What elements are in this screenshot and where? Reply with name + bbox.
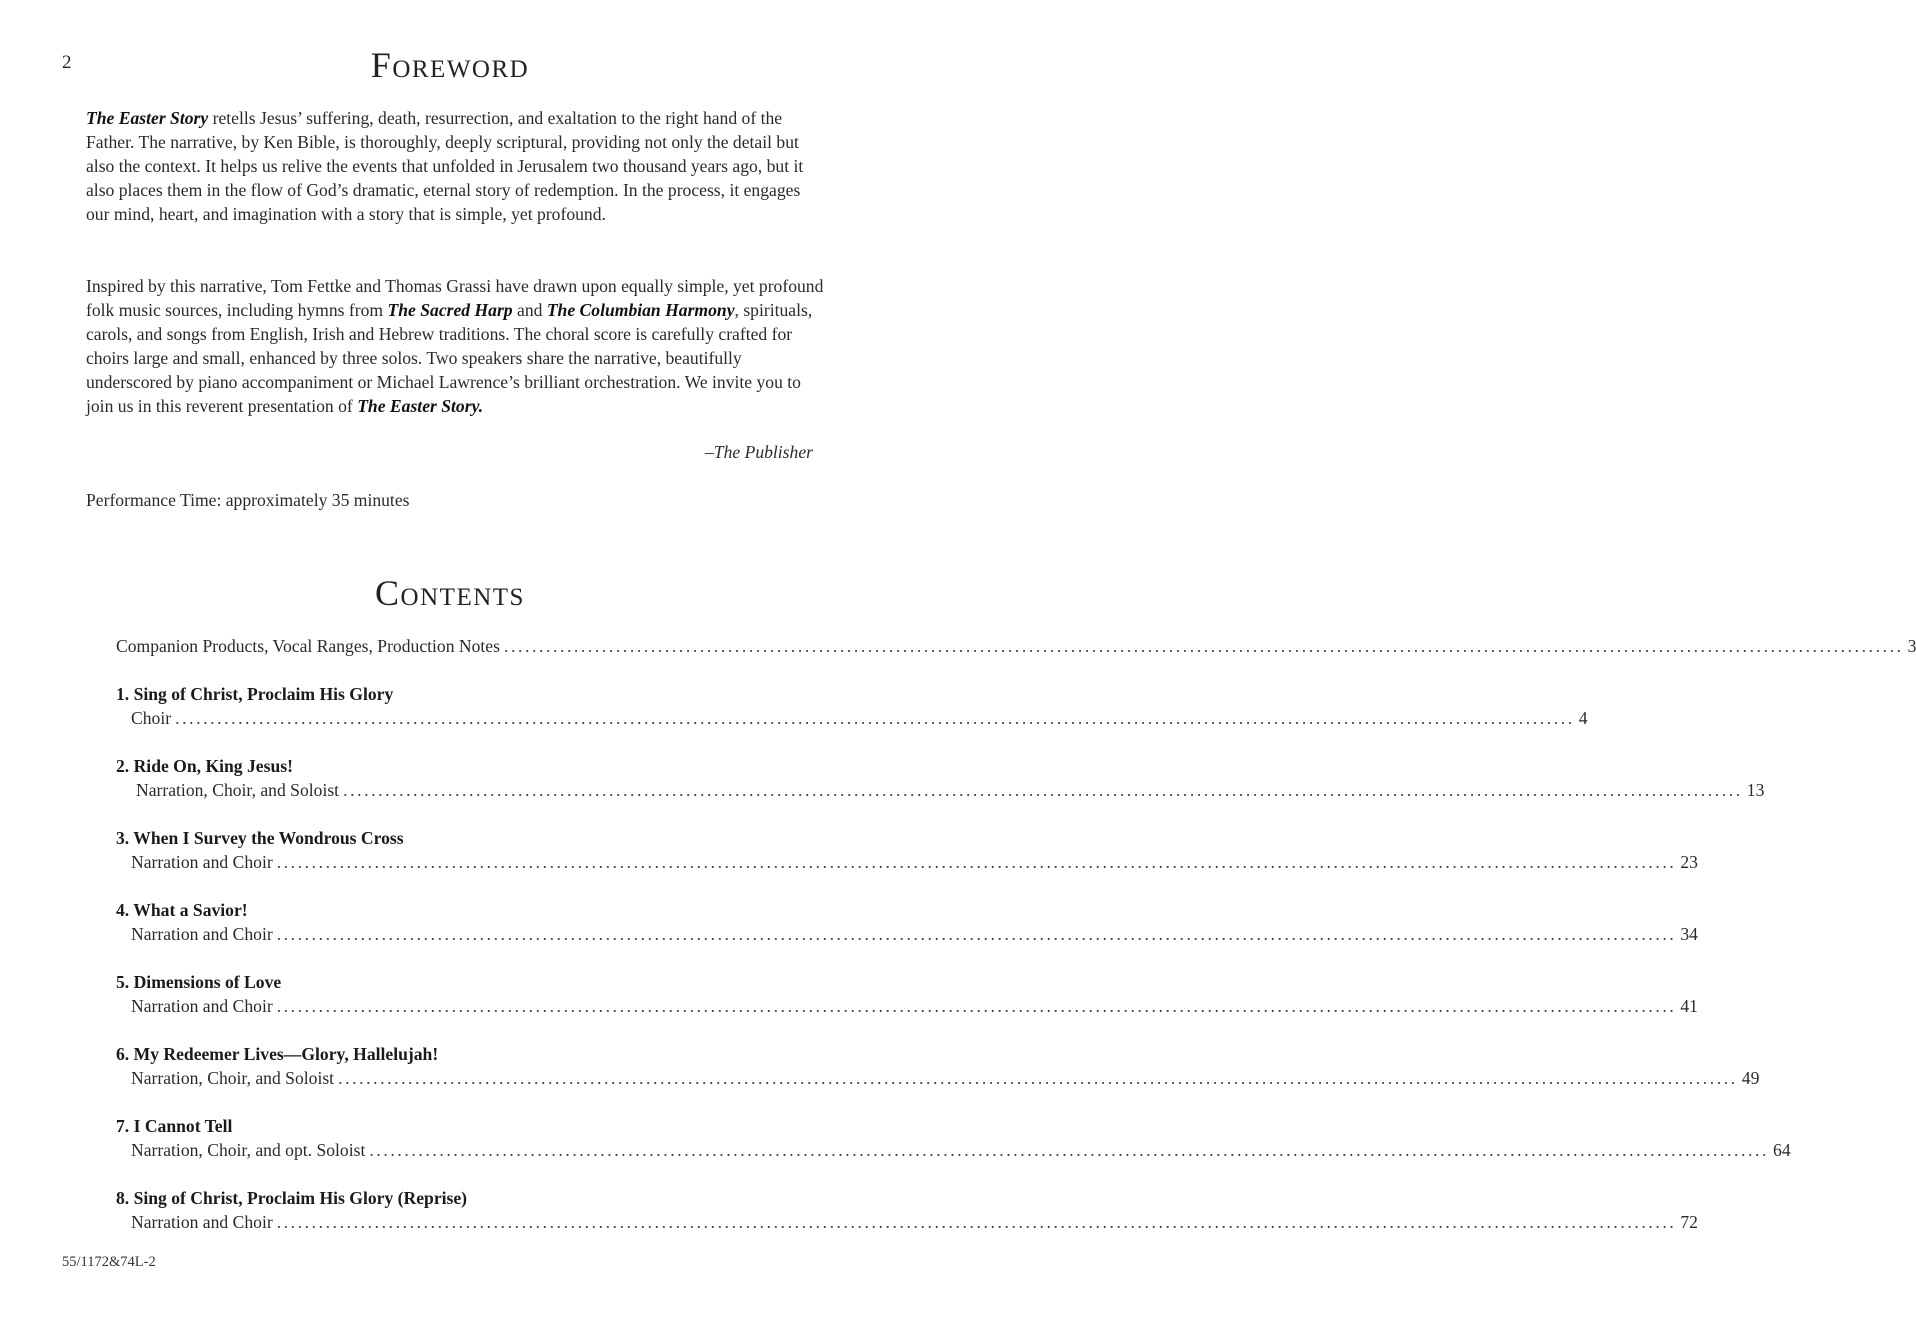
toc-page: 72 — [1680, 1212, 1698, 1232]
toc-leader-dots: ........................................................................................................................................................................................................ — [276, 1212, 1677, 1232]
toc-item-title[interactable]: 5. Dimensions of Love — [116, 972, 282, 992]
publisher-attribution: –The Publisher — [704, 442, 813, 462]
toc-entry-intro[interactable] — [116, 634, 1916, 658]
toc-page: 3 — [1907, 636, 1916, 656]
toc-item-title[interactable]: 4. What a Savior! — [116, 900, 248, 920]
toc-leader-dots: ........................................................................................................................................................................................................ — [175, 708, 1575, 728]
toc-item-detail-line[interactable] — [131, 922, 1698, 946]
paragraph-text: and — [512, 300, 547, 320]
toc-item-detail: Narration, Choir, and Soloist — [131, 1068, 335, 1088]
foreword-heading: Foreword — [370, 45, 530, 85]
contents-heading: Contents — [375, 573, 525, 613]
toc-leader-dots: ........................................................................................................................................................................................................ — [276, 996, 1677, 1016]
toc-item-detail: Narration and Choir — [131, 924, 273, 944]
toc-item-detail: Narration and Choir — [131, 996, 273, 1016]
toc-label: Companion Products, Vocal Ranges, Production Notes — [116, 636, 500, 656]
toc-item-detail-line[interactable] — [131, 994, 1698, 1018]
paragraph-text: retells Jesus’ suffering, death, resurrection, and exaltation to the right hand of the Father. The narrative, by Ken Bible, is thoroughly, deeply scriptural, providing not only the detail but also the context. It helps us relive the events that unfolded in Jerusalem two thousand years ago, but it also places them in the flow of God’s dramatic, eternal story of redemption. In the process, it engages our mind, heart, and imagination with a story that is simple, yet profound. — [86, 108, 804, 224]
toc-leader-dots: ........................................................................................................................................................................................................ — [503, 636, 1904, 656]
toc-leader-dots: ........................................................................................................................................................................................................ — [369, 1140, 1770, 1160]
toc-item-detail-line[interactable] — [131, 850, 1698, 874]
toc-item-detail: Narration, Choir, and Soloist — [136, 780, 340, 800]
toc-item-detail: Narration, Choir, and opt. Soloist — [131, 1140, 366, 1160]
toc-leader-dots: ........................................................................................................................................................................................................ — [338, 1068, 1738, 1088]
work-title: The Easter Story — [86, 108, 209, 128]
toc-item-detail-line[interactable] — [131, 1066, 1760, 1090]
performance-time: Performance Time: approximately 35 minutes — [86, 490, 410, 510]
toc-page: 13 — [1746, 780, 1765, 800]
toc-item-detail-line[interactable] — [131, 1138, 1791, 1162]
toc-item-title[interactable]: 7. I Cannot Tell — [116, 1116, 233, 1136]
toc-leader-dots: ........................................................................................................................................................................................................ — [276, 852, 1677, 872]
toc-item-detail: Choir — [131, 708, 172, 728]
toc-leader-dots: ........................................................................................................................................................................................................ — [343, 780, 1743, 800]
page-number: 2 — [62, 52, 72, 73]
paragraph-text: , spirituals, carols, and songs from English, Irish and Hebrew traditions. The choral score is carefully crafted for choirs large and small, enhanced by three solos. Two speakers share the narrative, beautifully underscored by piano accompaniment or Michael Lawrence’s brilliant orchestration. We invite you to join us in this reverent presentation of — [86, 300, 813, 416]
source-title-sacred-harp: The Sacred Harp — [387, 300, 513, 320]
toc-item-title[interactable]: 2. Ride On, King Jesus! — [116, 756, 293, 776]
toc-leader-dots: ........................................................................................................................................................................................................ — [276, 924, 1677, 944]
toc-item-detail: Narration and Choir — [131, 1212, 273, 1232]
toc-item-detail-line[interactable] — [131, 1210, 1698, 1234]
toc-page: 64 — [1773, 1140, 1791, 1160]
toc-item-detail-line[interactable] — [131, 706, 1588, 730]
work-title: The Easter Story. — [357, 396, 484, 416]
foreword-paragraph-2 — [86, 274, 826, 418]
toc-page: 4 — [1578, 708, 1588, 728]
toc-page: 34 — [1680, 924, 1698, 944]
toc-page: 41 — [1680, 996, 1698, 1016]
toc-item-title[interactable]: 8. Sing of Christ, Proclaim His Glory (Reprise) — [116, 1188, 468, 1208]
toc-item-title[interactable]: 6. My Redeemer Lives—Glory, Hallelujah! — [116, 1044, 439, 1064]
source-title-columbian-harmony: The Columbian Harmony — [546, 300, 735, 320]
toc-item-detail: Narration and Choir — [131, 852, 273, 872]
toc-item-title[interactable]: 1. Sing of Christ, Proclaim His Glory — [116, 684, 394, 704]
foreword-paragraph-1 — [86, 106, 826, 226]
catalog-code: 55/1172&74L-2 — [62, 1254, 156, 1270]
toc-page: 49 — [1741, 1068, 1760, 1088]
paragraph-text: Inspired by this narrative, Tom Fettke and Thomas Grassi have drawn upon equally simple, yet profound folk music sources, including hymns from — [86, 276, 824, 320]
toc-page: 23 — [1680, 852, 1698, 872]
toc-item-title[interactable]: 3. When I Survey the Wondrous Cross — [116, 828, 404, 848]
toc-item-detail-line[interactable] — [136, 778, 1765, 802]
